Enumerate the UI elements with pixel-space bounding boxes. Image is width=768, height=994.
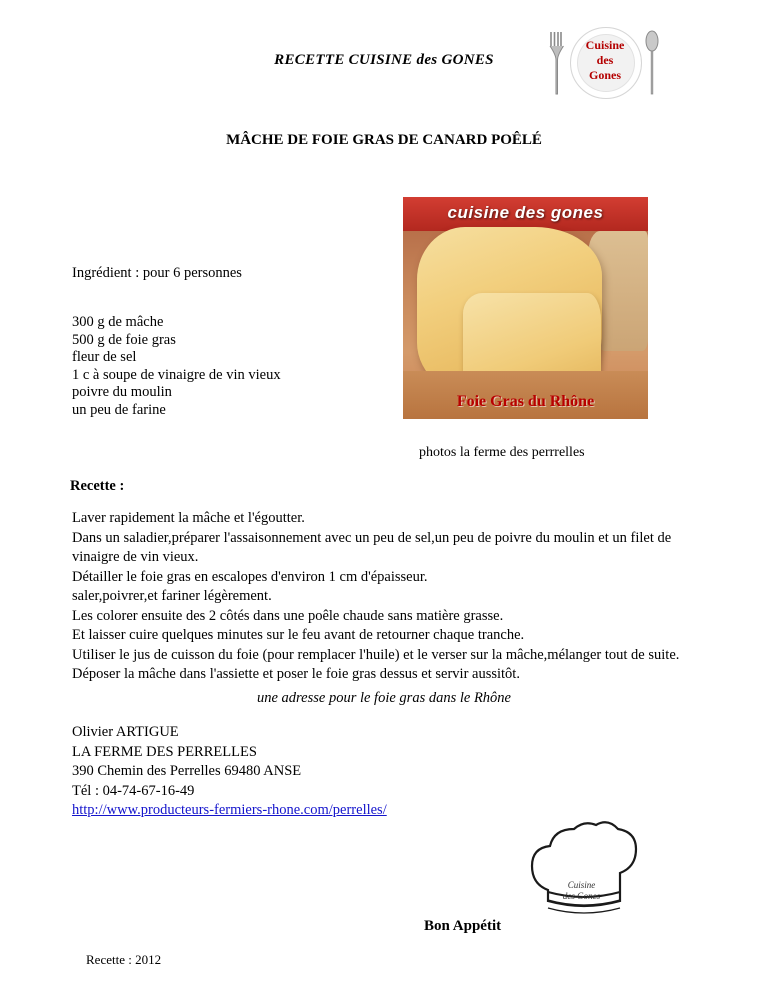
recipe-step: Et laisser cuire quelques minutes sur le feu avant de retourner chaque tranche. [72,627,525,643]
chef-hat-line-2: des Gones [562,891,601,901]
recipe-step: Détailler le foie gras en escalopes d'environ 1 cm d'épaisseur. [72,568,428,585]
logo-text [570,38,640,83]
fork-icon [548,30,564,96]
list-item: 300 g de mâche [72,314,164,330]
address-intro: une adresse pour le foie gras dans le Rhône [257,690,511,706]
photo-watermark-bottom: Foie Gras du Rhône [456,393,595,410]
recipe-step: Laver rapidement la mâche et l'égoutter. [72,510,305,526]
recipe-step: Dans un saladier,préparer l'assaisonnement avec un peu de sel,un peu de poivre du moulin et un filet de vinaigre de vin vieux. [72,529,672,565]
chef-hat-line-1: Cuisine [567,880,596,890]
list-item: fleur de sel [72,349,137,366]
address-farm: LA FERME DES PERRELLES [72,743,257,760]
address-street: 390 Chemin des Perrelles 69480 ANSE [72,763,302,779]
ingredients-intro: Ingrédient : pour 6 personnes [72,265,242,281]
photo-watermark-top: cuisine des gones [447,203,604,222]
logo-line-2: des [596,53,614,67]
footer-note: Recette : 2012 [86,952,162,967]
logo-line-1: Cuisine [585,38,625,52]
photo-credit: photos la ferme des perrrelles [419,445,585,460]
bon-appetit-text: Bon Appétit [424,918,502,934]
page-title: RECETTE CUISINE des GONES [274,52,494,68]
chef-hat-icon [520,820,660,930]
recipe-step: saler,poivrer,et fariner légèrement. [72,588,272,604]
chef-hat-label [534,880,629,902]
recipe-step: Les colorer ensuite des 2 côtés dans une poêle chaude sans matière grasse. [72,607,504,624]
recipe-step: Utiliser le jus de cuisson du foie (pour remplacer l'huile) et le verser sur la mâche,mélanger tout de suite. [72,646,680,663]
list-item: 1 c à soupe de vinaigre de vin vieux [72,366,281,383]
address-block [72,723,387,821]
recipe-step: Déposer la mâche dans l'assiette et poser le foie gras dessus et servir aussitôt. [72,666,520,682]
cuisine-des-gones-logo [540,22,670,107]
list-item: 500 g de foie gras [72,331,176,348]
address-website-link[interactable]: http://www.producteurs-fermiers-rhone.com/perrelles/ [72,802,387,818]
list-item: poivre du moulin [72,384,172,401]
recipe-photo [403,197,648,419]
ingredients-list [72,314,281,420]
recipe-section-label: Recette : [70,478,125,494]
logo-line-3: Gones [588,68,621,82]
address-name: Olivier ARTIGUE [72,724,179,740]
spoon-icon [644,30,660,96]
address-phone: Tél : 04-74-67-16-49 [72,782,195,799]
list-item: un peu de farine [72,401,166,418]
recipe-title: MÂCHE DE FOIE GRAS DE CANARD POÊLÉ [226,132,542,148]
recipe-steps [72,509,692,685]
